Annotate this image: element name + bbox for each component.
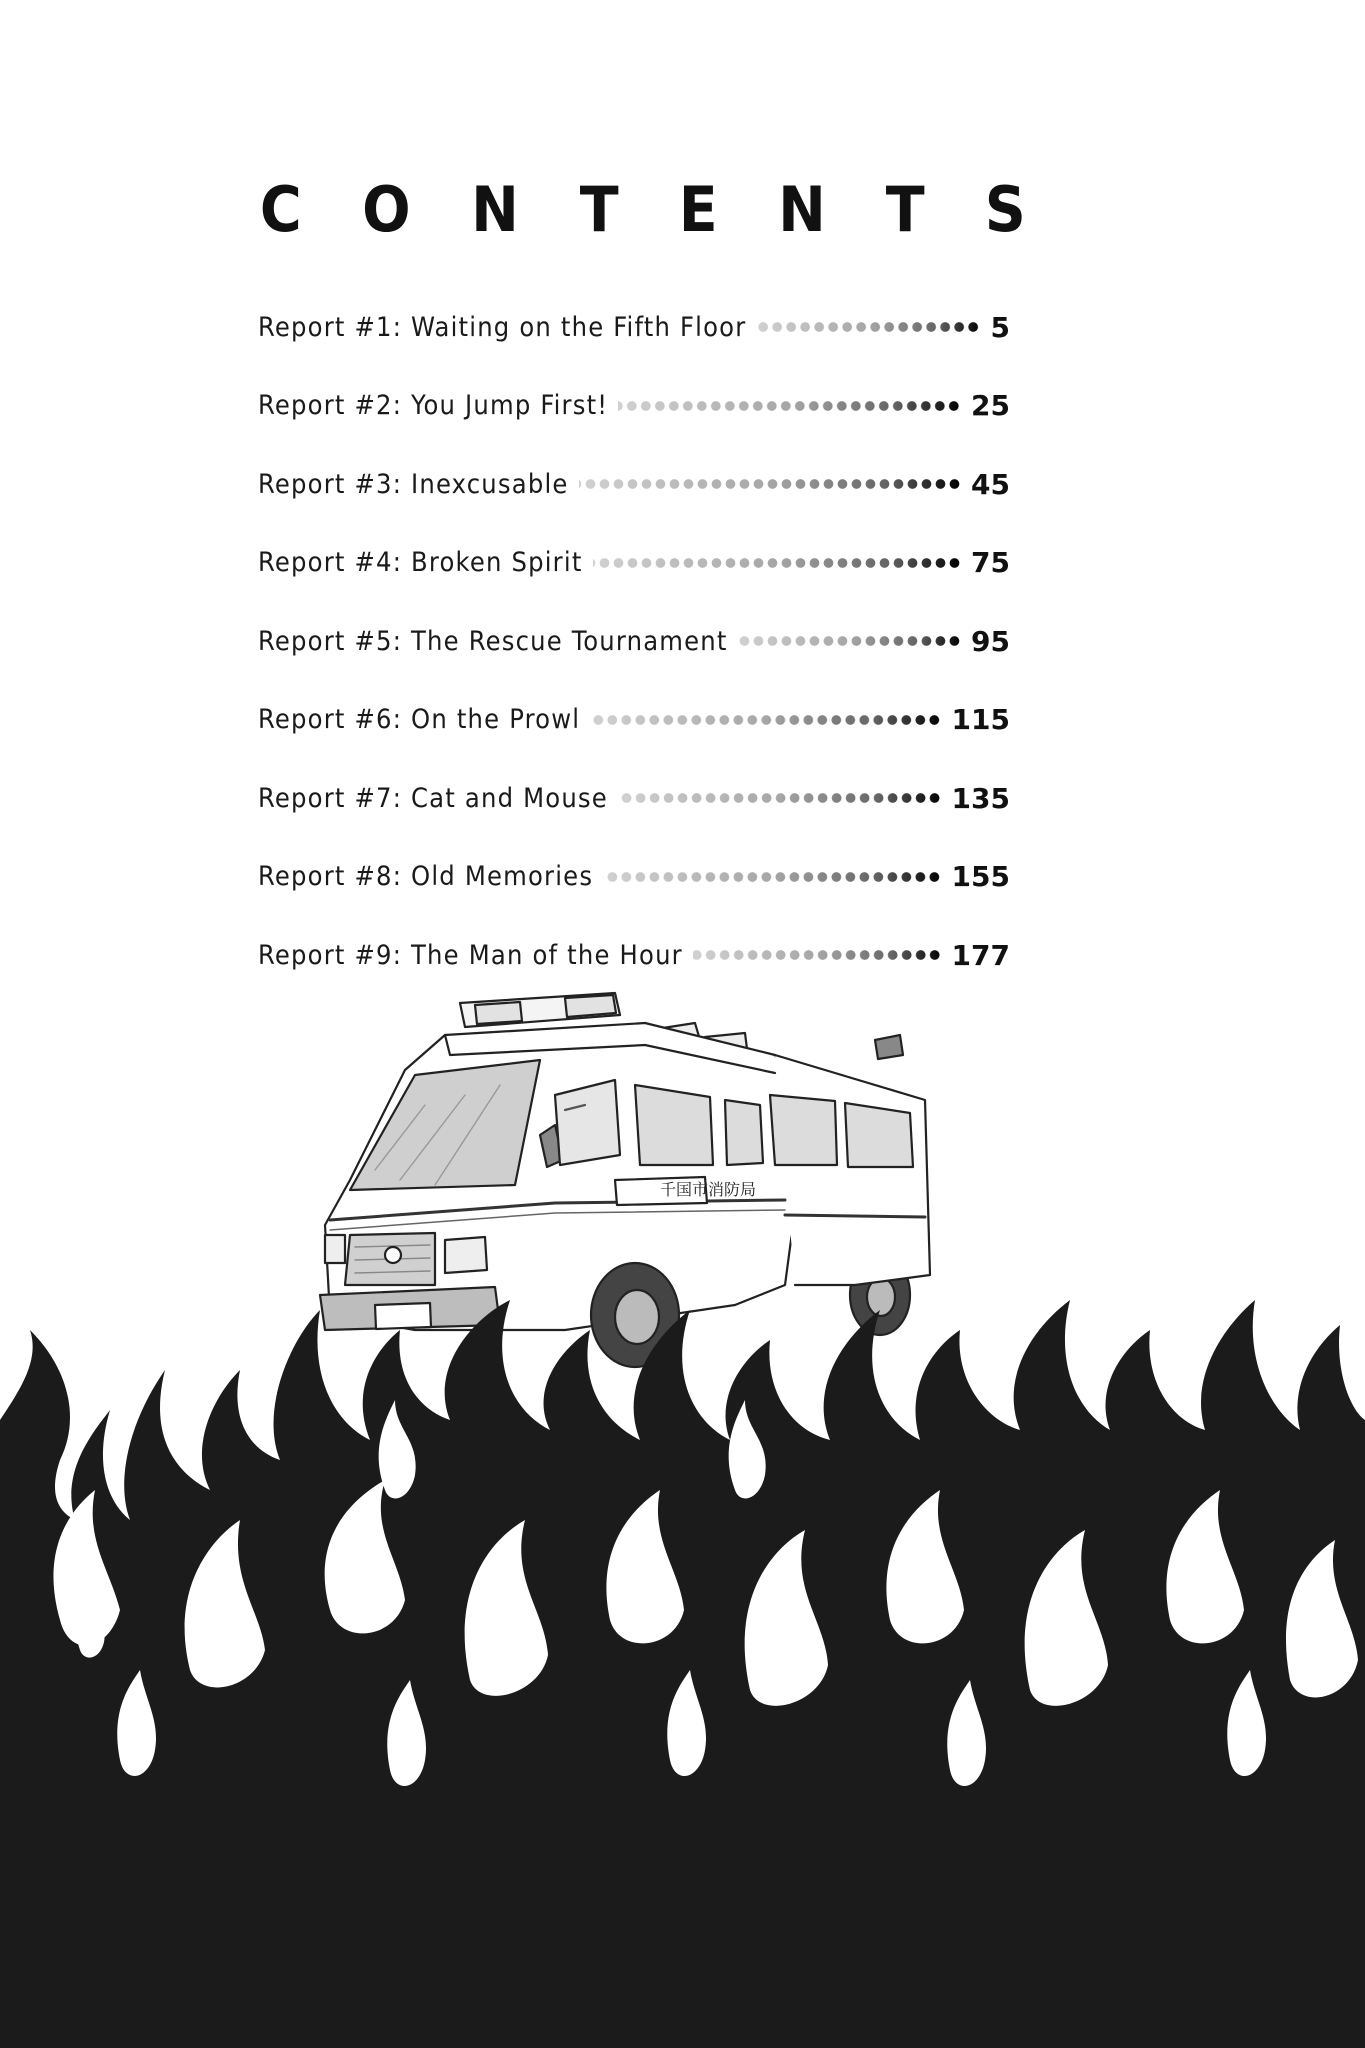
toc-entry[interactable] [258, 838, 1010, 917]
toc-entry[interactable] [258, 916, 1010, 995]
toc-entry-page: 75 [971, 546, 1010, 580]
toc-entry-page: 45 [971, 467, 1010, 501]
title-letter: S [985, 173, 1027, 246]
toc-entry-page: 95 [971, 624, 1010, 658]
toc-entry-title: Report #2: You Jump First! [258, 390, 609, 422]
dot-leader [618, 400, 961, 412]
toc-entry-title: Report #8: Old Memories [258, 861, 594, 893]
dot-leader [756, 321, 980, 333]
toc-entry[interactable] [258, 367, 1010, 446]
toc-entry-title: Report #5: The Rescue Tournament [258, 625, 728, 657]
title-letter: O [362, 173, 411, 246]
title-letter: N [777, 173, 826, 246]
toc-entry-title: Report #7: Cat and Mouse [258, 782, 608, 814]
toc-entry[interactable] [258, 288, 1010, 367]
toc-entry[interactable] [258, 445, 1010, 524]
vehicle-sign-text: 千国市消防局 [660, 1180, 757, 1199]
title-letter: T [579, 173, 619, 246]
flames-border-icon [0, 1290, 1365, 2048]
toc-entry[interactable] [258, 524, 1010, 603]
toc-entry[interactable] [258, 759, 1010, 838]
title-letter: T [886, 173, 926, 246]
toc-entry-title: Report #3: Inexcusable [258, 468, 569, 500]
dot-leader [618, 792, 942, 804]
toc-entry-page: 177 [951, 938, 1010, 972]
title-letter: N [471, 173, 520, 246]
toc-entry-page: 25 [971, 389, 1010, 423]
toc-entry-title: Report #4: Broken Spirit [258, 547, 583, 579]
title-letter: E [678, 173, 718, 246]
toc-entry-page: 135 [951, 781, 1010, 815]
toc-entry-title: Report #1: Waiting on the Fifth Floor [258, 311, 747, 343]
dot-leader [603, 871, 941, 883]
toc-entry-page: 5 [990, 310, 1010, 344]
page-title [258, 170, 1028, 250]
toc-entry-page: 155 [951, 860, 1010, 894]
dot-leader [579, 478, 961, 490]
toc-entry-title: Report #6: On the Prowl [258, 704, 581, 736]
dot-leader [738, 635, 961, 647]
dot-leader [590, 714, 941, 726]
dot-leader [693, 949, 942, 961]
toc-entry-title: Report #9: The Man of the Hour [258, 939, 683, 971]
toc-entry[interactable] [258, 681, 1010, 760]
toc-entry-page: 115 [951, 703, 1010, 737]
dot-leader [593, 557, 961, 569]
toc-entry[interactable] [258, 602, 1010, 681]
title-letter: C [259, 173, 302, 246]
table-of-contents [258, 288, 1010, 995]
